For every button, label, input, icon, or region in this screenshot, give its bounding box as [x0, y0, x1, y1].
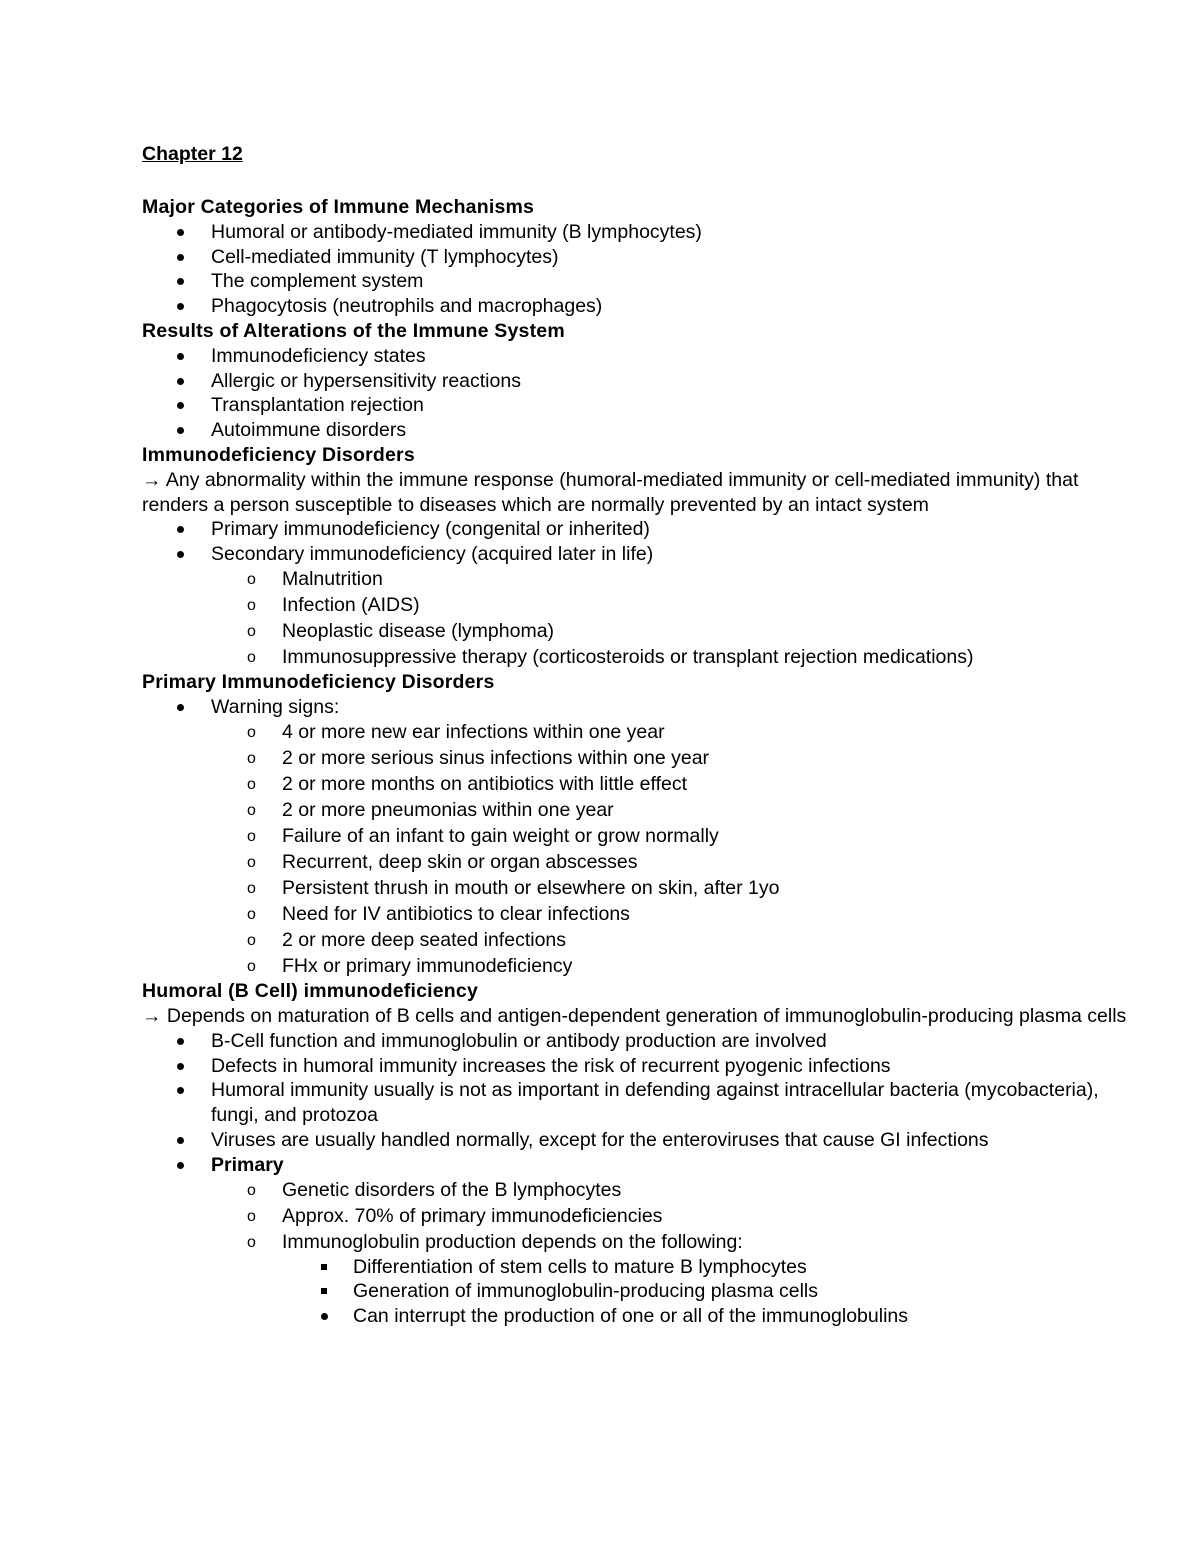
list-item: Secondary immunodeficiency (acquired later in life) [142, 542, 1142, 567]
sub-list-item: o Neoplastic disease (lymphoma) [142, 619, 1142, 644]
sub-sub-list-item: Generation of immunoglobulin-producing plasma cells [142, 1279, 1142, 1304]
bullet-list [142, 344, 1142, 443]
list-item: Allergic or hypersensitivity reactions [142, 369, 1142, 394]
sub-list-item: o 4 or more new ear infections within one year [142, 720, 1142, 745]
sub-sub-list-item: Can interrupt the production of one or all of the immunoglobulins [142, 1304, 1142, 1329]
section-heading: Primary Immunodeficiency Disorders [142, 671, 495, 694]
chapter-title: Chapter 12 [142, 143, 243, 165]
bullet-list [142, 517, 1142, 670]
bullet-list [142, 220, 1142, 319]
section-heading: Humoral (B Cell) immunodeficiency [142, 980, 478, 1003]
sub-list-item: o 2 or more deep seated infections [142, 928, 1142, 953]
list-item: B-Cell function and immunoglobulin or antibody production are involved [142, 1029, 1142, 1054]
sub-list-item: o Immunosuppressive therapy (corticosteroids or transplant rejection medications) [142, 645, 1142, 670]
list-item: Immunodeficiency states [142, 344, 1142, 369]
sub-list-item: o Need for IV antibiotics to clear infections [142, 902, 1142, 927]
bullet-list [142, 1029, 1142, 1329]
sub-list-item: o Failure of an infant to gain weight or grow normally [142, 824, 1142, 849]
definition-paragraph: → Any abnormality within the immune response (humoral-mediated immunity or cell-mediated immunity) that renders a person susceptible to diseases which are normally prevented by an intact system [142, 468, 1079, 516]
sub-sub-list-item: Differentiation of stem cells to mature B lymphocytes [142, 1255, 1142, 1280]
sub-list-item: o FHx or primary immunodeficiency [142, 954, 1142, 979]
sub-list-item: o Approx. 70% of primary immunodeficiencies [142, 1204, 1142, 1229]
sub-list-item: o Genetic disorders of the B lymphocytes [142, 1178, 1142, 1203]
list-item: Transplantation rejection [142, 393, 1142, 418]
sub-list-item: o 2 or more pneumonias within one year [142, 798, 1142, 823]
section-heading: Results of Alterations of the Immune System [142, 319, 565, 342]
sub-list-item: o Persistent thrush in mouth or elsewhere on skin, after 1yo [142, 876, 1142, 901]
sub-list-item: o 2 or more months on antibiotics with little effect [142, 772, 1142, 797]
sub-list-item: o Infection (AIDS) [142, 593, 1142, 618]
list-item-primary: Primary [142, 1153, 1142, 1178]
list-item: Humoral or antibody-mediated immunity (B lymphocytes) [142, 220, 1142, 245]
list-item: Warning signs: [142, 695, 1142, 720]
list-item: Autoimmune disorders [142, 418, 1142, 443]
sub-list-item: o 2 or more serious sinus infections within one year [142, 746, 1142, 771]
definition-paragraph: → Depends on maturation of B cells and antigen-dependent generation of immunoglobulin-producing plasma cells [142, 1005, 1127, 1028]
sub-list-item: o Immunoglobulin production depends on the following: [142, 1230, 1142, 1255]
list-item: The complement system [142, 269, 1142, 294]
sub-list-item: o Malnutrition [142, 567, 1142, 592]
list-item: Cell-mediated immunity (T lymphocytes) [142, 245, 1142, 270]
section-heading: Major Categories of Immune Mechanisms [142, 196, 535, 218]
document-content [142, 141, 1142, 1329]
list-item: Phagocytosis (neutrophils and macrophages) [142, 294, 1142, 319]
list-item: Viruses are usually handled normally, except for the enteroviruses that cause GI infections [142, 1128, 1142, 1153]
list-item: Defects in humoral immunity increases the risk of recurrent pyogenic infections [142, 1054, 1142, 1079]
list-item: Humoral immunity usually is not as important in defending against intracellular bacteria (mycobacteria), fungi, and protozoa [142, 1078, 1142, 1128]
sub-list-item: o Recurrent, deep skin or organ abscesses [142, 850, 1142, 875]
section-heading: Immunodeficiency Disorders [142, 443, 415, 466]
bullet-list [142, 695, 1142, 979]
list-item: Primary immunodeficiency (congenital or inherited) [142, 517, 1142, 542]
